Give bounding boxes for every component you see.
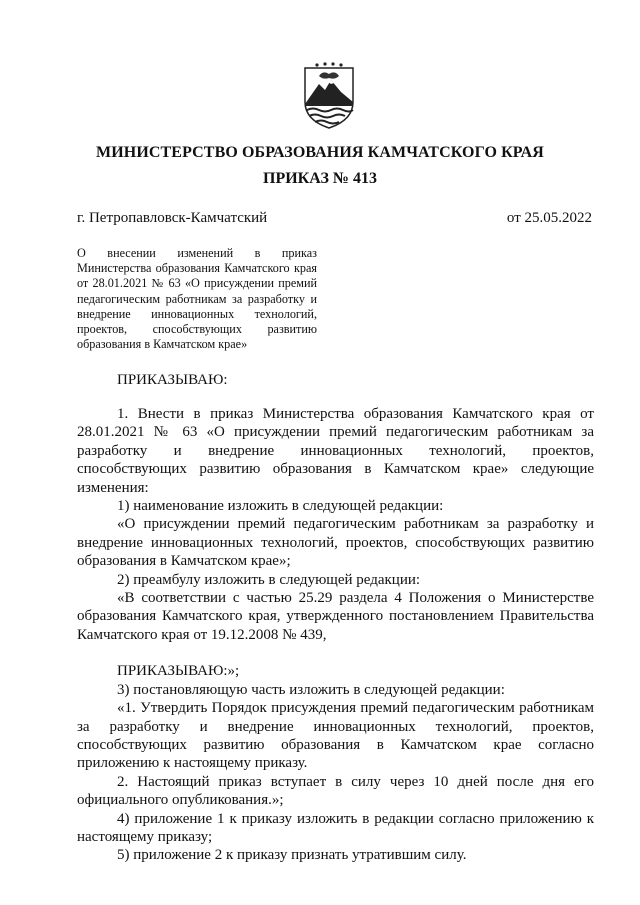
paragraph: 5) приложение 2 к приказу признать утратившим силу. <box>117 847 467 864</box>
paragraph: 1) наименование изложить в следующей редакции: <box>117 498 444 515</box>
kamchatka-coat-of-arms-icon <box>301 62 357 130</box>
order-date: от 25.05.2022 <box>506 210 592 226</box>
order-word: ПРИКАЗЫВАЮ: <box>117 372 228 388</box>
paragraph: «1. Утвердить Порядок присуждения премий педагогическим работникам за разработку и внедрение инновационных технологий, проектов, способствующих развитию образования в Камчатском крае согласно приложению к настоящему приказу. <box>77 700 594 772</box>
paragraph: 2. Настоящий приказ вступает в силу через 10 дней после дня его официального опубликования.»; <box>77 773 594 809</box>
paragraph: 4) приложение 1 к приказу изложить в редакции согласно приложению к настоящему приказу; <box>77 810 594 845</box>
ministry-title: МИНИСТЕРСТВО ОБРАЗОВАНИЯ КАМЧАТСКОГО КРАЯ <box>96 144 544 161</box>
order-body <box>77 405 594 865</box>
paragraph: 2) преамбулу изложить в следующей редакции: <box>117 571 421 588</box>
order-title: ПРИКАЗ № 413 <box>263 170 377 187</box>
paragraph: ПРИКАЗЫВАЮ:»; <box>117 663 240 680</box>
paragraph: 3) постановляющую часть изложить в следующей редакции: <box>117 681 505 698</box>
city: г. Петропавловск-Камчатский <box>77 210 268 226</box>
paragraph: «О присуждении премий педагогическим работникам за разработку и внедрение инновационных технологий, проектов, способствующих развитию образования в Камчатском крае»; <box>77 516 594 570</box>
paragraph: «В соответствии с частью 25.29 раздела 4 Положения о Министерстве образования Камчатского края, утвержденного постановлением Правительства Камчатского края от 19.12.2008 № 439, <box>77 590 594 643</box>
order-subject: О внесении изменений в приказ Министерства образования Камчатского края от 28.01.2021 № 63 «О присуждении премий педагогическим работникам за разработку и внедрение инновационных технологий, проектов, способствующих развитию образования в Камчатском крае» <box>77 246 317 352</box>
paragraph: 1. Внести в приказ Министерства образования Камчатского края от 28.01.2021 № 63 «О присуждении премий педагогическим работникам за разработку и внедрение инновационных технологий, проектов, способствующих развитию образования в Камчатском крае» следующие изменения: <box>77 406 594 496</box>
